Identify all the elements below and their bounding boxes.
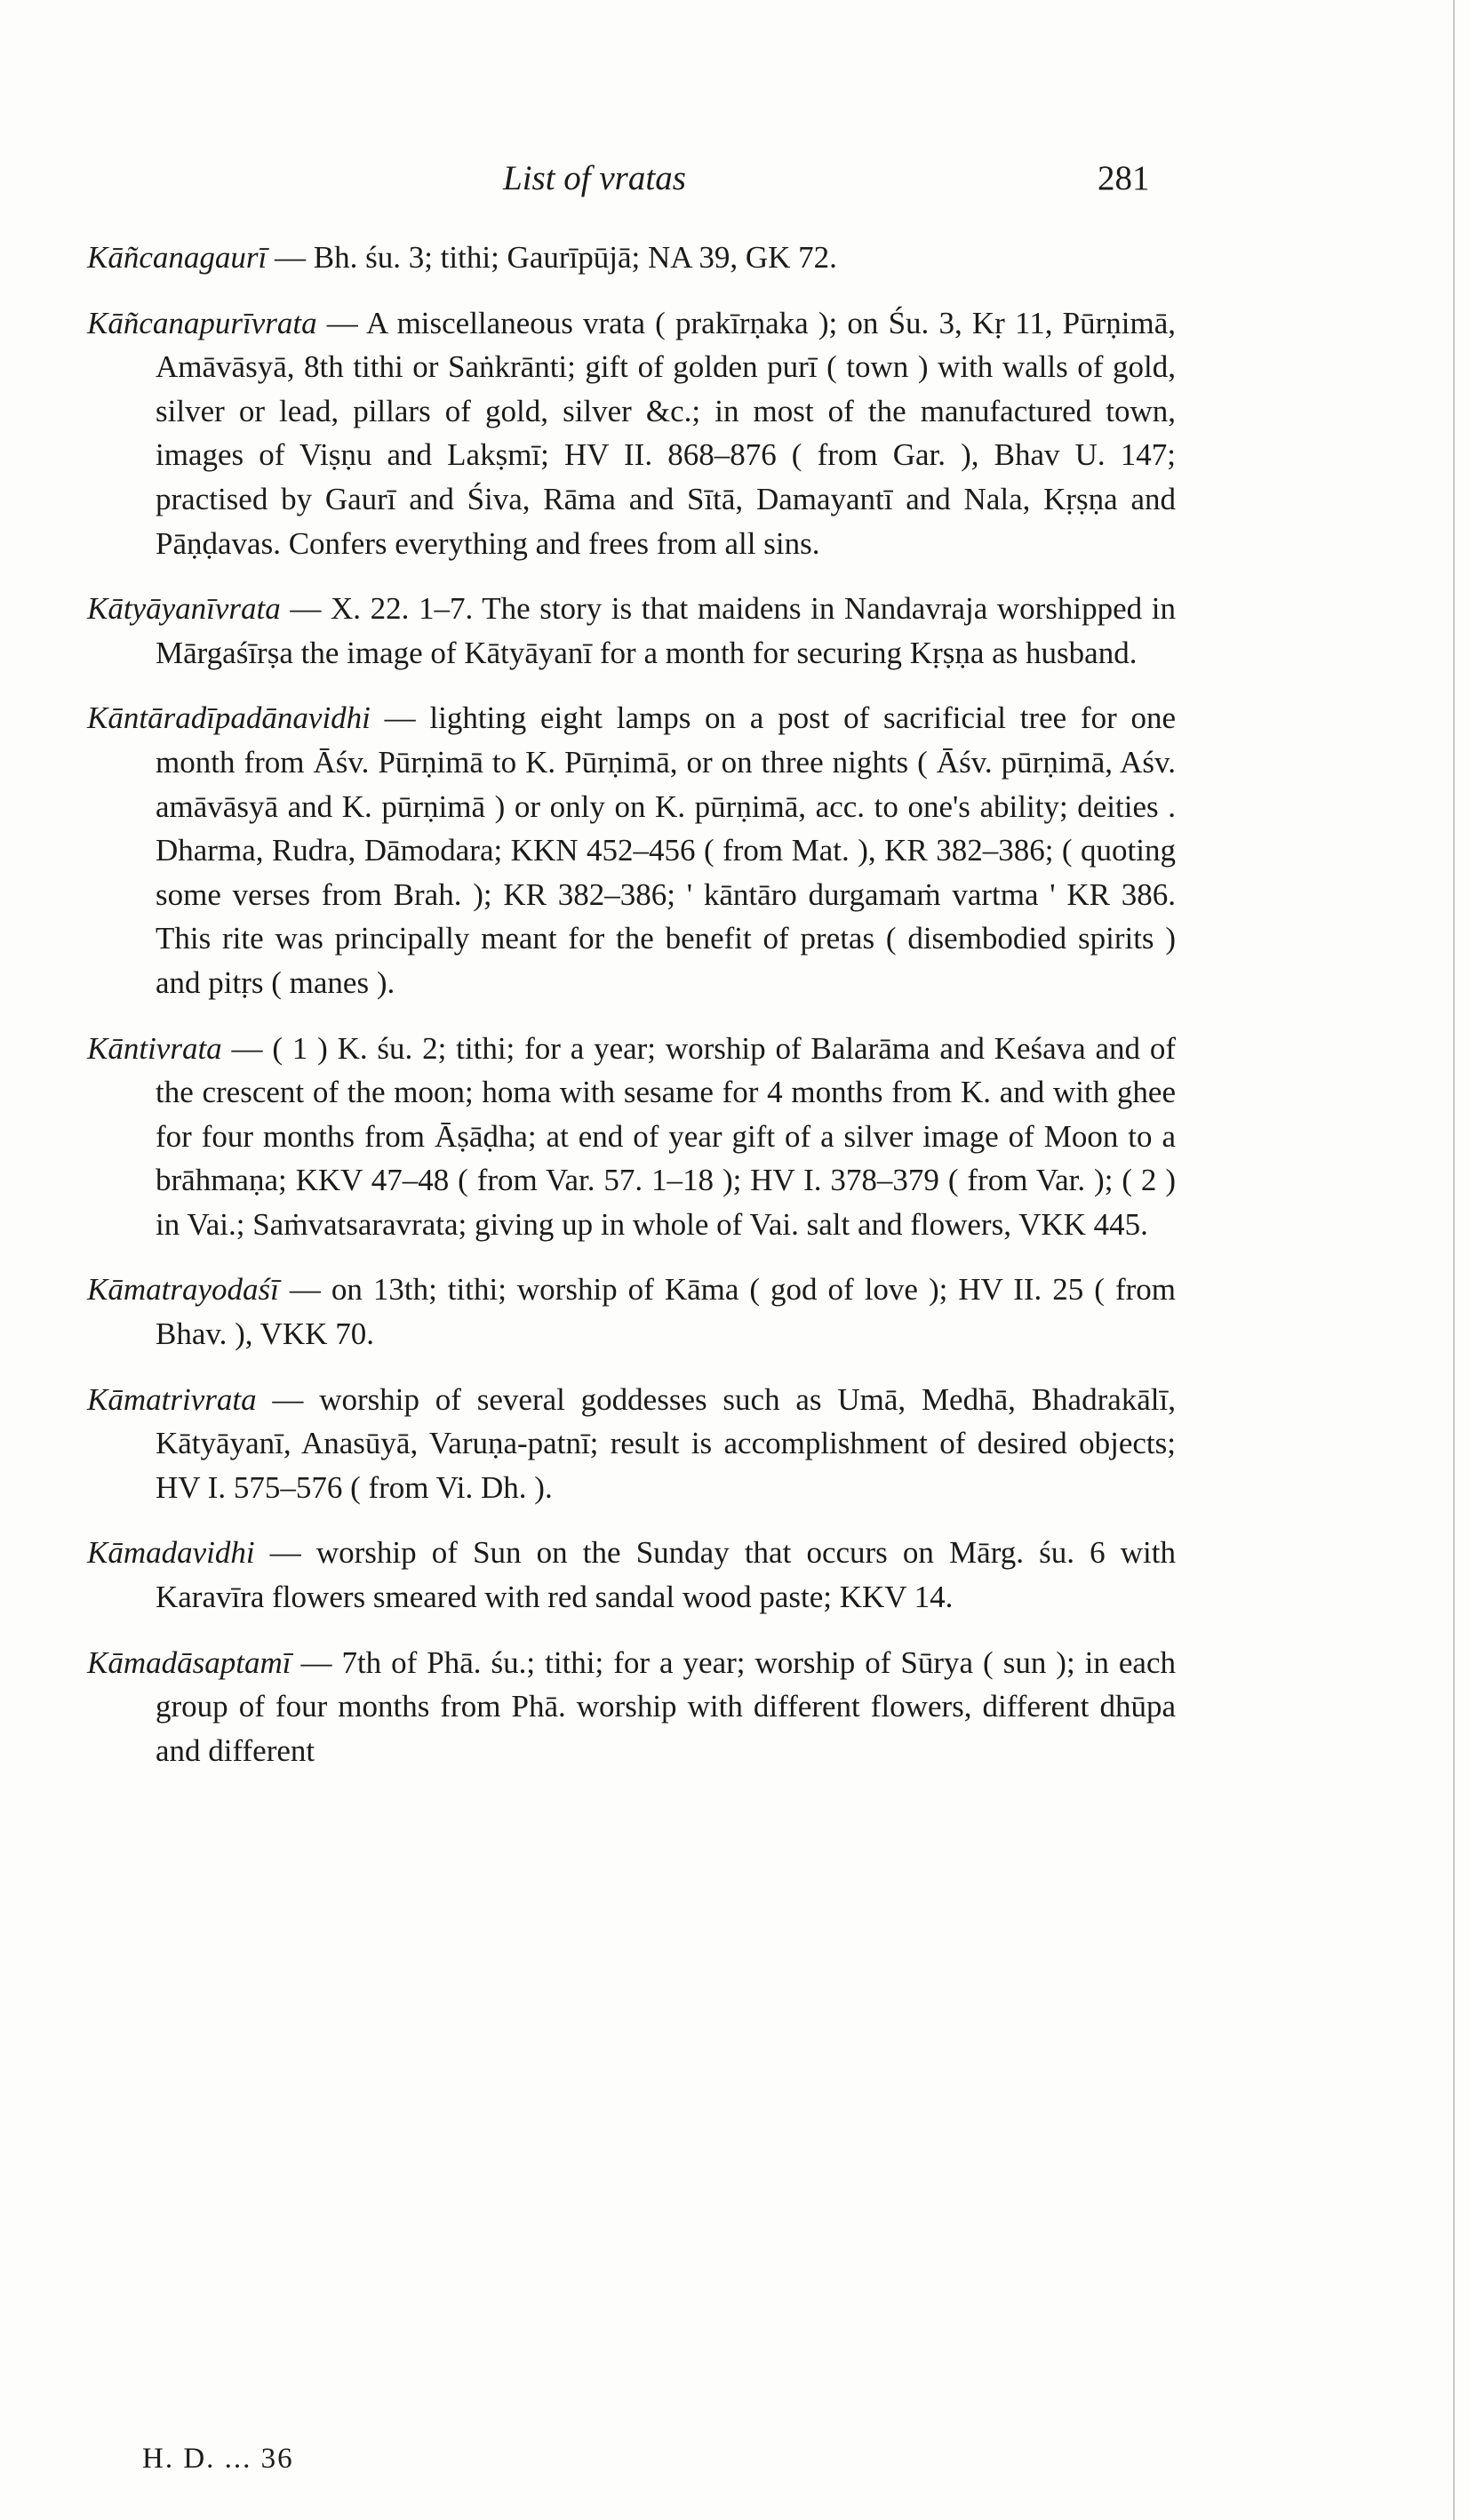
entry: [87, 1268, 1176, 1356]
entry-text: — worship of Sun on the Sunday that occurs on Mārg. śu. 6 with Karavīra flowers smeared with red sandal wood paste; KKV 14.: [156, 1535, 1176, 1615]
entry: [87, 236, 1176, 280]
entry: [87, 1027, 1176, 1247]
entry-text: — ( 1 ) K. śu. 2; tithi; for a year; worship of Balarāma and Keśava and of the crescent of the moon; homa with sesame for 4 months from K. and with ghee for four months from Āṣāḍha; at end of year gift of a silver image of Moon to a brāhmaṇa; KKV 47–48 ( from Var. 57. 1–18 ); HV I. 378–379 ( from Var. ); ( 2 ) in Vai.; Saṁvatsaravrata; giving up in whole of Vai. salt and flowers, VKK 445.: [156, 1030, 1176, 1242]
entry-headword: Kāmadāsaptamī: [87, 1644, 291, 1680]
entry: [87, 1641, 1176, 1773]
entry: [87, 1378, 1176, 1510]
printer-signature: H. D. ... 36: [142, 2443, 294, 2475]
entry-text: — 7th of Phā. śu.; tithi; for a year; worship of Sūrya ( sun ); in each group of four months from Phā. worship with different flowers, different dhūpa and different: [156, 1644, 1176, 1768]
entry-text: — Bh. śu. 3; tithi; Gaurīpūjā; NA 39, GK 72.: [267, 240, 837, 275]
entries-list: [87, 236, 1176, 1794]
page-header: [0, 158, 1469, 212]
entry-headword: Kātyāyanīvrata: [87, 591, 281, 627]
entry: [87, 587, 1176, 675]
entry-text: — lighting eight lamps on a post of sacrificial tree for one month from Āśv. Pūrṇimā to K. Pūrṇimā, or on three nights ( Āśv. pūrṇimā, Aśv. amāvāsyā and K. pūrṇimā ) or only on K. pūrṇimā, acc. to one's ability; deities . Dharma, Rudra, Dāmodara; KKN 452–456 ( from Mat. ), KR 382–386; ( quoting some verses from Brah. ); KR 382–386; ' kāntāro durgamaṁ vartma ' KR 386. This rite was principally meant for the benefit of pretas ( disembodied spirits ) and pitṛs ( manes ).: [156, 700, 1176, 1000]
entry-headword: Kāntāradīpadānavidhi: [87, 700, 371, 736]
entry-text: — worship of several goddesses such as Umā, Medhā, Bhadrakālī, Kātyāyanī, Anasūyā, Varuṇa-patnī; result is accomplishment of desired objects; HV I. 575–576 ( from Vi. Dh. ).: [156, 1381, 1176, 1505]
page-number: 281: [1098, 159, 1150, 197]
entry-headword: Kāñcanapurīvrata: [87, 305, 317, 340]
entry-headword: Kāmatrivrata: [87, 1381, 257, 1417]
entry: [87, 301, 1176, 566]
entry-headword: Kāntivrata: [87, 1030, 222, 1066]
entry-text: — on 13th; tithi; worship of Kāma ( god of love ); HV II. 25 ( from Bhav. ), VKK 70.: [156, 1272, 1176, 1352]
entry-text: — A miscellaneous vrata ( prakīrṇaka ); on Śu. 3, Kṛ 11, Pūrṇimā, Amāvāsyā, 8th tithi or Saṅkrānti; gift of golden purī ( town ) with walls of gold, silver or lead, pillars of gold, silver &c.; in most of the manufactured town, images of Viṣṇu and Lakṣmī; HV II. 868–876 ( from Gar. ), Bhav U. 147; practised by Gaurī and Śiva, Rāma and Sītā, Damayantī and Nala, Kṛṣṇa and Pāṇḍavas. Confers everything and frees from all sins.: [156, 305, 1176, 561]
entry-text: — X. 22. 1–7. The story is that maidens in Nandavraja worshipped in Mārgaśīrṣa the image of Kātyāyanī for a month for securing Kṛṣṇa as husband.: [156, 591, 1176, 670]
entry: [87, 696, 1176, 1004]
running-title: List of vratas: [503, 159, 686, 197]
page-edge-line: [1453, 0, 1455, 2520]
entry: [87, 1531, 1176, 1619]
entry-headword: Kāmadavidhi: [87, 1535, 255, 1571]
entry-headword: Kāñcanagaurī: [87, 240, 267, 275]
entry-headword: Kāmatrayodaśī: [87, 1272, 279, 1308]
